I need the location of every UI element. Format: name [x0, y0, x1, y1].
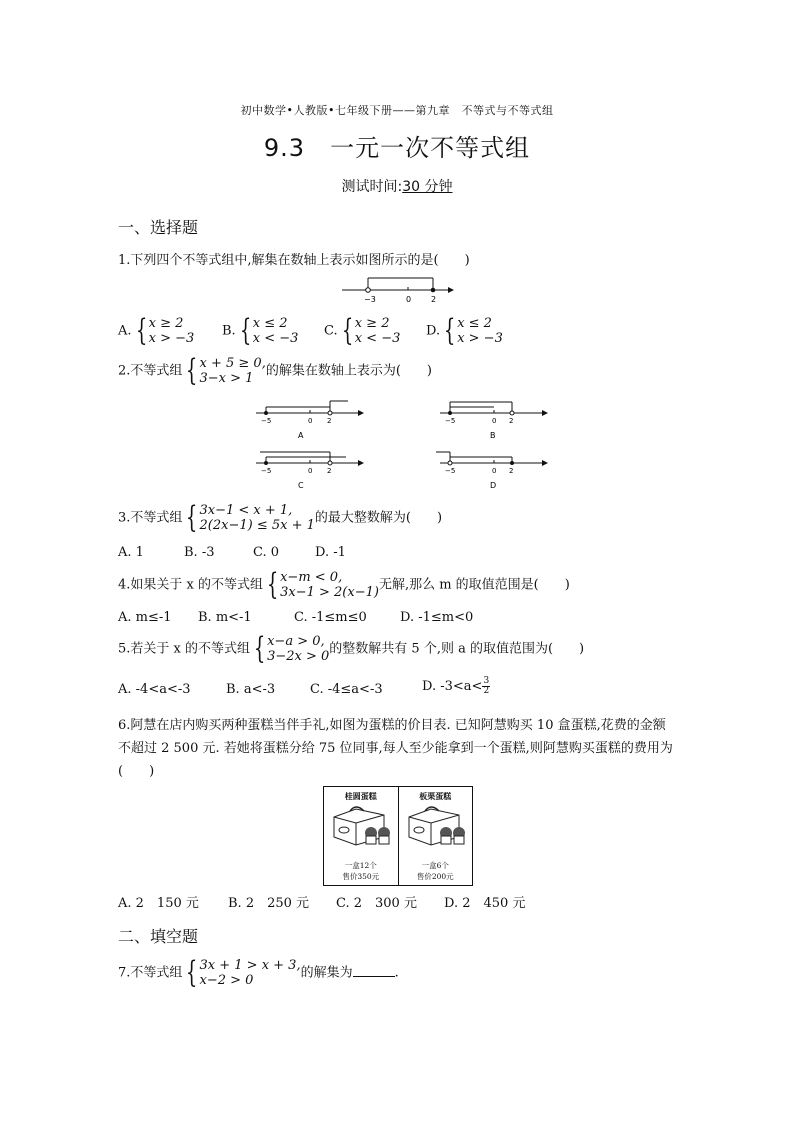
svg-text:0: 0	[492, 417, 497, 425]
q5-option-a[interactable]: A. -4<a<-3	[118, 682, 191, 697]
q4-option-d[interactable]: D. -1≤m<0	[400, 610, 474, 625]
svg-text:2: 2	[327, 467, 332, 475]
q5-stem: 5.若关于 x 的不等式组 { x−a > 0, 3−2x > 0 的整数解共有 5 个,则 a 的取值范围为( )	[118, 631, 585, 666]
q3-option-c[interactable]: C. 0	[253, 545, 280, 560]
q1-option-b[interactable]: B. { x ≤ 2 x < −3	[222, 313, 299, 348]
q1-option-a[interactable]: A. { x ≥ 2 x > −3	[118, 313, 195, 348]
q2-option-d-line[interactable]	[436, 446, 552, 492]
q6-option-d[interactable]: D. 2 450 元	[444, 896, 526, 911]
q6-cake-longan: 桂圆蛋糕 一盒12个 售价350元	[324, 787, 399, 885]
q2-stem: 2.不等式组 { x + 5 ≥ 0, 3−x > 1 的解集在数轴上表示为( )	[118, 353, 432, 388]
q4-stem: 4.如果关于 x 的不等式组 { x−m < 0, 3x−1 > 2(x−1) 无解,那么 m 的取值范围是( )	[118, 567, 570, 602]
svg-text:−5: −5	[261, 467, 272, 475]
q6-cake-chestnut: 板栗蛋糕 一盒6个 售价200元	[399, 787, 473, 885]
page-header: 初中数学•人教版•七年级下册——第九章 不等式与不等式组	[240, 104, 554, 117]
q2-option-b-line[interactable]	[436, 396, 552, 442]
q5-option-d[interactable]: D. -3<a< $\frac{3}{2}$	[422, 676, 490, 696]
svg-text:−5: −5	[445, 417, 456, 425]
svg-text:0: 0	[492, 467, 497, 475]
q2-label-c: C	[298, 481, 304, 490]
q1-number-line	[336, 272, 456, 306]
q5-option-b[interactable]: B. a<-3	[226, 682, 276, 697]
q2-label-a: A	[298, 431, 304, 440]
svg-text:2: 2	[509, 417, 514, 425]
q4-option-a[interactable]: A. m≤-1	[118, 610, 172, 625]
q6-stem: 6.阿慧在店内购买两种蛋糕当伴手礼,如图为蛋糕的价目表. 已知阿慧购买 10 盒蛋糕,花费的金额不超过 2 500 元. 若她将蛋糕分给 75 位同事,每人至少能拿到一个蛋糕,则阿慧购买蛋糕的费用为( )	[118, 718, 673, 779]
q6-option-b[interactable]: B. 2 250 元	[228, 896, 310, 911]
q2-option-c-line[interactable]	[252, 446, 368, 492]
svg-text:2: 2	[509, 467, 514, 475]
q1-option-d[interactable]: D. { x ≤ 2 x > −3	[426, 313, 503, 348]
q2-label-b: B	[490, 431, 496, 440]
q4-option-c[interactable]: C. -1≤m≤0	[294, 610, 367, 625]
page-title: 9.3 一元一次不等式组	[263, 134, 531, 162]
q1-tick-neg3: −3	[364, 295, 376, 304]
svg-text:2: 2	[327, 417, 332, 425]
section-fill-title: 二、填空题	[118, 927, 199, 946]
test-time	[0, 176, 794, 196]
q3-stem: 3.不等式组 { 3x−1 < x + 1, 2(2x−1) ≤ 5x + 1 的最大整数解为( )	[118, 500, 443, 535]
q5-option-c[interactable]: C. -4≤a<-3	[310, 682, 383, 697]
q3-option-a[interactable]: A. 1	[118, 545, 144, 560]
cake-box-icon	[401, 803, 473, 847]
test-time-label: 测试时间:	[341, 179, 403, 195]
svg-text:−5: −5	[445, 467, 456, 475]
q5-fraction: $\frac{3}{2}$	[483, 676, 490, 696]
cake-box-icon	[326, 803, 398, 847]
q1-tick-0: 0	[406, 295, 412, 304]
q4-option-b[interactable]: B. m<-1	[198, 610, 252, 625]
q3-option-b[interactable]: B. -3	[184, 545, 215, 560]
svg-text:0: 0	[308, 417, 313, 425]
q2-option-a-line[interactable]	[252, 396, 368, 442]
q6-price-table	[323, 786, 473, 886]
test-time-value: 30 分钟	[402, 179, 453, 195]
svg-text:−5: −5	[261, 417, 272, 425]
q1-tick-2: 2	[431, 295, 437, 304]
q6-option-a[interactable]: A. 2 150 元	[118, 896, 199, 911]
section-choice-title: 一、选择题	[118, 218, 199, 237]
q3-option-d[interactable]: D. -1	[315, 545, 346, 560]
svg-text:0: 0	[308, 467, 313, 475]
q7-answer-blank[interactable]	[353, 964, 395, 977]
q2-label-d: D	[490, 481, 497, 490]
q1-stem: 1.下列四个不等式组中,解集在数轴上表示如图所示的是( )	[118, 253, 470, 268]
q7-stem: 7.不等式组 { 3x + 1 > x + 3, x−2 > 0 的解集为 .	[118, 955, 399, 990]
q1-option-c[interactable]: C. { x ≥ 2 x < −3	[324, 313, 401, 348]
q6-option-c[interactable]: C. 2 300 元	[336, 896, 417, 911]
